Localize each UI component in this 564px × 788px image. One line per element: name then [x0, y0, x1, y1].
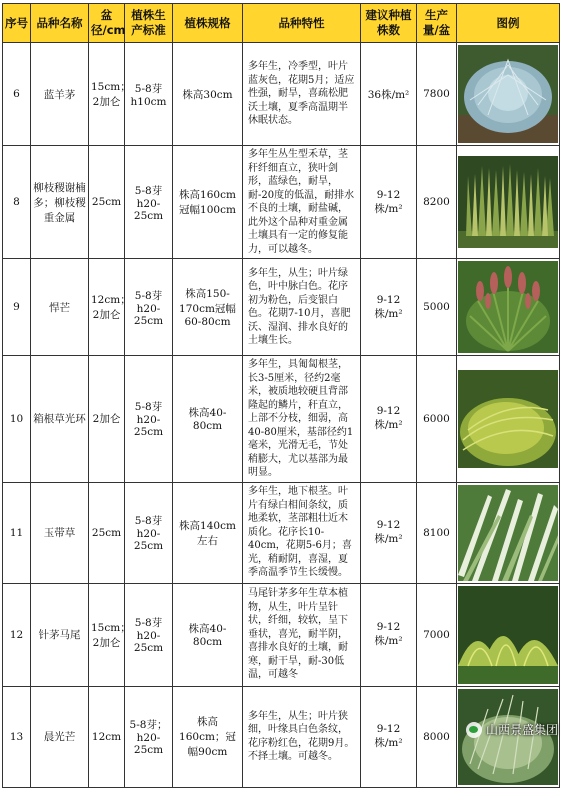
- cell-pot: 25cm: [89, 146, 125, 259]
- cell-no: 9: [3, 259, 31, 356]
- table-row: [3, 482, 560, 583]
- cell-density: 9-12株/m²: [361, 583, 417, 686]
- cell-pot: 12cm；2加仑: [89, 259, 125, 356]
- table-row: [3, 356, 560, 483]
- cell-density: 9-12株/m²: [361, 482, 417, 583]
- cell-spec: 株高160cm；冠幅90cm: [173, 686, 243, 787]
- feather-grass-photo: [458, 586, 558, 684]
- cell-name: 箱根草光环: [31, 356, 89, 483]
- cell-photo: [457, 356, 560, 483]
- watermark-text: 山西景盛集团: [485, 723, 558, 737]
- cell-pot: 2加仑: [89, 356, 125, 483]
- cell-no: 8: [3, 146, 31, 259]
- miscanthus-photo: [458, 261, 558, 353]
- cell-spec: 株高140cm左右: [173, 482, 243, 583]
- switchgrass-photo: [458, 156, 558, 248]
- cell-pot: 12cm: [89, 686, 125, 787]
- cell-standard: 5-8芽h10cm: [125, 43, 173, 146]
- cell-traits: 多年生，地下根茎。叶片有绿白相间条纹，质地柔软，茎部粗壮近木质化。花序长10-40cm，花期5-6月；喜光，稍耐阴，喜湿，夏季高温季节生长缓慢。: [243, 482, 361, 583]
- col-header-no: 序号: [3, 4, 31, 43]
- cell-standard: 5-8芽；h20-25cm: [125, 686, 173, 787]
- cell-density: 36株/m²: [361, 43, 417, 146]
- wechat-icon: [466, 722, 482, 738]
- col-header-photo: 图例: [457, 4, 560, 43]
- cell-output: 8200: [417, 146, 457, 259]
- cell-no: 12: [3, 583, 31, 686]
- cell-spec: 株高30cm: [173, 43, 243, 146]
- cell-name: 玉带草: [31, 482, 89, 583]
- cell-name: 悍芒: [31, 259, 89, 356]
- cell-output: 8000: [417, 686, 457, 787]
- cell-traits: 多年生，从生；叶片狭细，叶缘具白色条纹，花序粉红色，花期9月。不择土壤。可越冬。: [243, 686, 361, 787]
- cell-output: 5000: [417, 259, 457, 356]
- cell-name: 蓝羊茅: [31, 43, 89, 146]
- col-header-output: 生产量/盆: [417, 4, 457, 43]
- cell-spec: 株高40-80cm: [173, 583, 243, 686]
- cell-standard: 5-8芽h20-25cm: [125, 356, 173, 483]
- cell-traits: 马尾针茅多年生草本植物，从生，叶片呈针状，纤细，较软，呈下垂状，喜光，耐半阴，喜排水良好的土壤，耐寒，耐干旱，耐-30低温，可越冬: [243, 583, 361, 686]
- blue-fescue-photo: [458, 45, 558, 143]
- cell-pot: 15cm；2加仑: [89, 43, 125, 146]
- cell-photo: [457, 259, 560, 356]
- hakone-grass-photo: [458, 370, 558, 468]
- header-row: [3, 4, 560, 43]
- cell-no: 11: [3, 482, 31, 583]
- cell-density: 9-12株/m²: [361, 686, 417, 787]
- col-header-spec: 植株规格: [173, 4, 243, 43]
- cell-pot: 25cm: [89, 482, 125, 583]
- plant-catalog-table: [2, 3, 560, 788]
- col-header-pot: 盆径/cm: [89, 4, 125, 43]
- ribbon-grass-photo: [458, 485, 558, 581]
- col-header-traits: 品种特性: [243, 4, 361, 43]
- cell-spec: 株高160cm冠幅100cm: [173, 146, 243, 259]
- cell-density: 9-12株/m²: [361, 356, 417, 483]
- cell-traits: 多年生，冷季型，叶片蓝灰色，花期5月；适应性强，耐旱，喜疏松肥沃土壤，夏季高温期半休眠状态。: [243, 43, 361, 146]
- cell-name: 针茅马尾: [31, 583, 89, 686]
- cell-standard: 5-8芽h20-25cm: [125, 146, 173, 259]
- table-row: [3, 43, 560, 146]
- table-row: [3, 146, 560, 259]
- cell-standard: 5-8芽h20-25cm: [125, 482, 173, 583]
- col-header-standard: 植株生产标准: [125, 4, 173, 43]
- cell-photo: [457, 482, 560, 583]
- table-row: [3, 259, 560, 356]
- col-header-name: 品种名称: [31, 4, 89, 43]
- cell-standard: 5-8芽h20-25cm: [125, 583, 173, 686]
- cell-photo: [457, 43, 560, 146]
- cell-photo: [457, 583, 560, 686]
- cell-no: 13: [3, 686, 31, 787]
- cell-traits: 多年生，从生；叶片绿色，叶中脉白色。花序初为粉色，后变银白色。花期7-10月，喜肥沃、湿润、排水良好的土壤生长。: [243, 259, 361, 356]
- cell-density: 9-12株/m²: [361, 259, 417, 356]
- cell-spec: 株高40-80cm: [173, 356, 243, 483]
- cell-output: 6000: [417, 356, 457, 483]
- cell-standard: 5-8芽h20-25cm: [125, 259, 173, 356]
- cell-output: 7000: [417, 583, 457, 686]
- cell-no: 6: [3, 43, 31, 146]
- cell-density: 9-12株/m²: [361, 146, 417, 259]
- cell-no: 10: [3, 356, 31, 483]
- cell-spec: 株高150-170cm冠幅60-80cm: [173, 259, 243, 356]
- cell-traits: 多年生丛生型禾草，茎秆纤细直立，狭叶剑形，蓝绿色，耐旱，耐-20度的低温，耐排水不良的土壤，耐盐碱，此外这个品种对重金属土壤具有一定的修复能力，可以越冬。: [243, 146, 361, 259]
- cell-traits: 多年生，具匍匐根茎，长3-5厘米，径约2毫米，被质地较硬且背部隆起的鳞片，秆直立，上部不分枝，细弱，高40-80厘米，基部径约1毫米，光滑无毛，节处稍膨大，尤以基部为最明显。: [243, 356, 361, 483]
- cell-photo: [457, 146, 560, 259]
- table-row: [3, 583, 560, 686]
- cell-output: 7800: [417, 43, 457, 146]
- col-header-density: 建议种植株数: [361, 4, 417, 43]
- cell-name: 晨光芒: [31, 686, 89, 787]
- cell-name: 柳枝稷谢楠多；柳枝稷重金属: [31, 146, 89, 259]
- cell-pot: 15cm；2加仑: [89, 583, 125, 686]
- cell-output: 8100: [417, 482, 457, 583]
- watermark: [466, 721, 558, 738]
